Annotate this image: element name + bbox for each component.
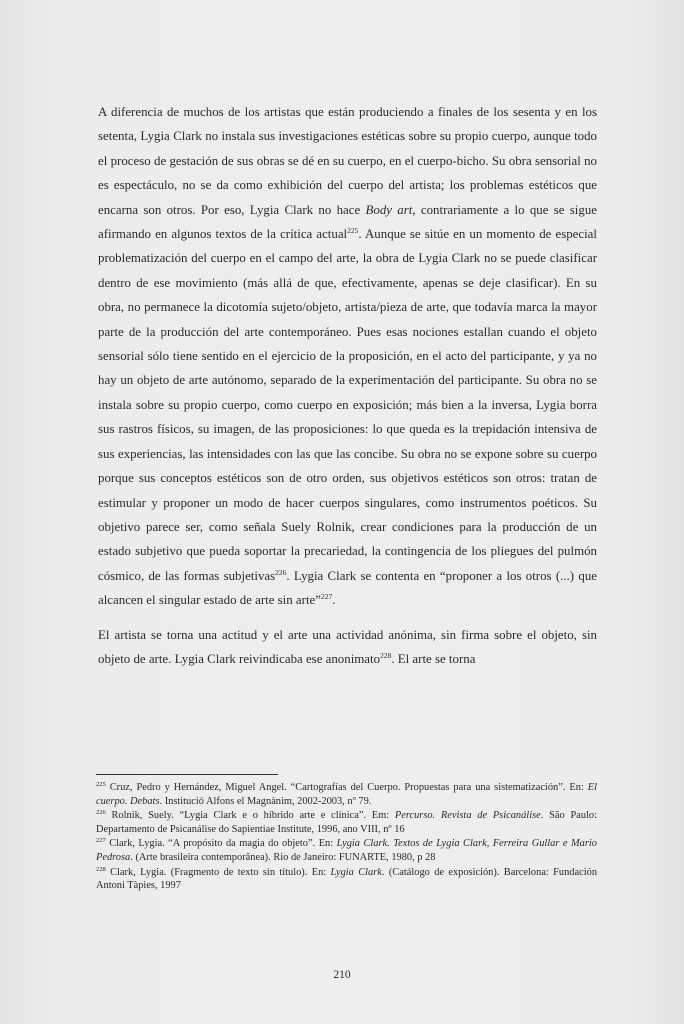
text-run: . [332,593,336,608]
footnote [96,837,597,864]
footnote-ref: 227 [320,592,333,602]
footnote-ref: 225 [96,781,106,788]
text-run: . (Arte brasileira contemporânea). Rio de Janeiro: FUNARTE, 1980, p 28 [130,851,436,863]
footnote-ref: 228 [380,650,392,660]
paragraph [98,623,597,672]
footnotes [96,781,597,894]
text-run: A diferencia de muchos de los artistas que están produciendo a finales de los sesenta y en los setenta, Lygia Clark no instala sus investigaciones estéticas sobre su propio cuerpo, aunque todo el proceso de gestación de sus obras se dé en su cuerpo, en el cuerpo-bicho. Su obra sensorial no es espectáculo, no se da como exhibición del cuerpo del artista; los problemas estéticos que encarna son otros. Por eso, Lygia Clark no hace [98,105,597,217]
footnote-ref: 225 [347,226,359,236]
footnote [96,866,597,893]
text-run: , contrariamente a lo que se sigue afirmando en algunos textos de la crítica actual [98,202,598,242]
text-run: . El arte se torna [391,651,476,666]
text-run: . São Paulo: Departamento de Psicanálise do Sapientiae Institute, 1996, ano VIII, nº 16 [96,810,597,835]
footnote [96,781,597,808]
text-run: Rolnik, Suely. “Lygia Clark e o híbrido arte e clínica”. Em: [105,810,395,822]
text-run: Cruz, Pedro y Hernández, Miguel Angel. “Cartografías del Cuerpo. Propuestas para una sistematización”. En: [105,782,588,793]
body-text [98,100,597,671]
paragraph [98,100,597,613]
text-run: Clark, Lygia. (Fragmento de texto sin título). En: [105,866,331,878]
footnote-ref: 228 [96,865,106,873]
footnote-separator [96,774,278,775]
text-run: . Lygia Clark se contenta en “proponer a los otros (...) que alcancen el singular estado de arte sin arte” [98,568,597,608]
text-run: . Aunque se sitúe en un momento de especial problematización del cuerpo en el campo del arte, la obra de Lygia Clark no se puede clasificar dentro de ese movimiento (más allá de que, efectivamente, apenas se deje clasificar). En su obra, no permanece la dicotomía sujeto/objeto, artista/pieza de arte, que todavía marca la mayor parte de la producción del arte contemporáneo. Pues esas nociones estallan cuando el objeto sensorial sólo tiene sentido en el ejercicio de la proposición, en el acto del participante, y ya no hay un objeto de arte autónomo, separado de la experimentación del participante. Su obra no se instala sobre su propio cuerpo, como cuerpo en exposición; más bien a la inversa, Lygia borra sus rastros físicos, su imagen, de las proposiciones: lo que queda es la trepidación intensiva de sus experiencias, las intensidades con las que las concibe. Su obra no se expone sobre su cuerpo porque sus conceptos estéticos son de otro orden, sus objetivos estéticos son otros: tratan de estimular y proponer un modo de hacer cuerpos singulares, como instrumentos poéticos. Su objetivo parece ser, como señala Suely Rolnik, crear condiciones para la producción de un estado subjetivo que pueda soportar la precariedad, la contingencia de los pliegues del pulmón cósmico, de las formas subjetivas [98,227,597,583]
page-number: 210 [333,969,351,981]
italic-text: Lygia Clark. Textos de Lygia Clark, Ferreira Gullar e Mario Pedrosa [96,838,597,863]
text-run: Clark, Lygia. “A propósito da magia do objeto”. En: [105,838,337,850]
text-run: El artista se torna una actitud y el arte una actividad anónima, sin firma sobre el objeto, sin objeto de arte. Lygia Clark reivindicaba ese anonimato [98,627,597,666]
footnote [96,809,597,836]
footnote-ref: 226 [275,567,287,577]
italic-text: El cuerpo. Debats [96,782,597,807]
footnote-ref: 226 [96,809,106,817]
text-run: . Institució Alfons el Magnànim, 2002-2003, nº 79. [159,795,372,807]
text-run: . (Catálogo de exposición). Barcelona: Fundación Antoni Tàpies, 1997 [96,866,598,892]
footnote-ref: 227 [96,837,106,845]
italic-text: Percurso. Revista de Psicanálise [394,810,541,822]
italic-text: Lygia Clark [330,866,382,878]
italic-text: Body art [365,202,413,217]
